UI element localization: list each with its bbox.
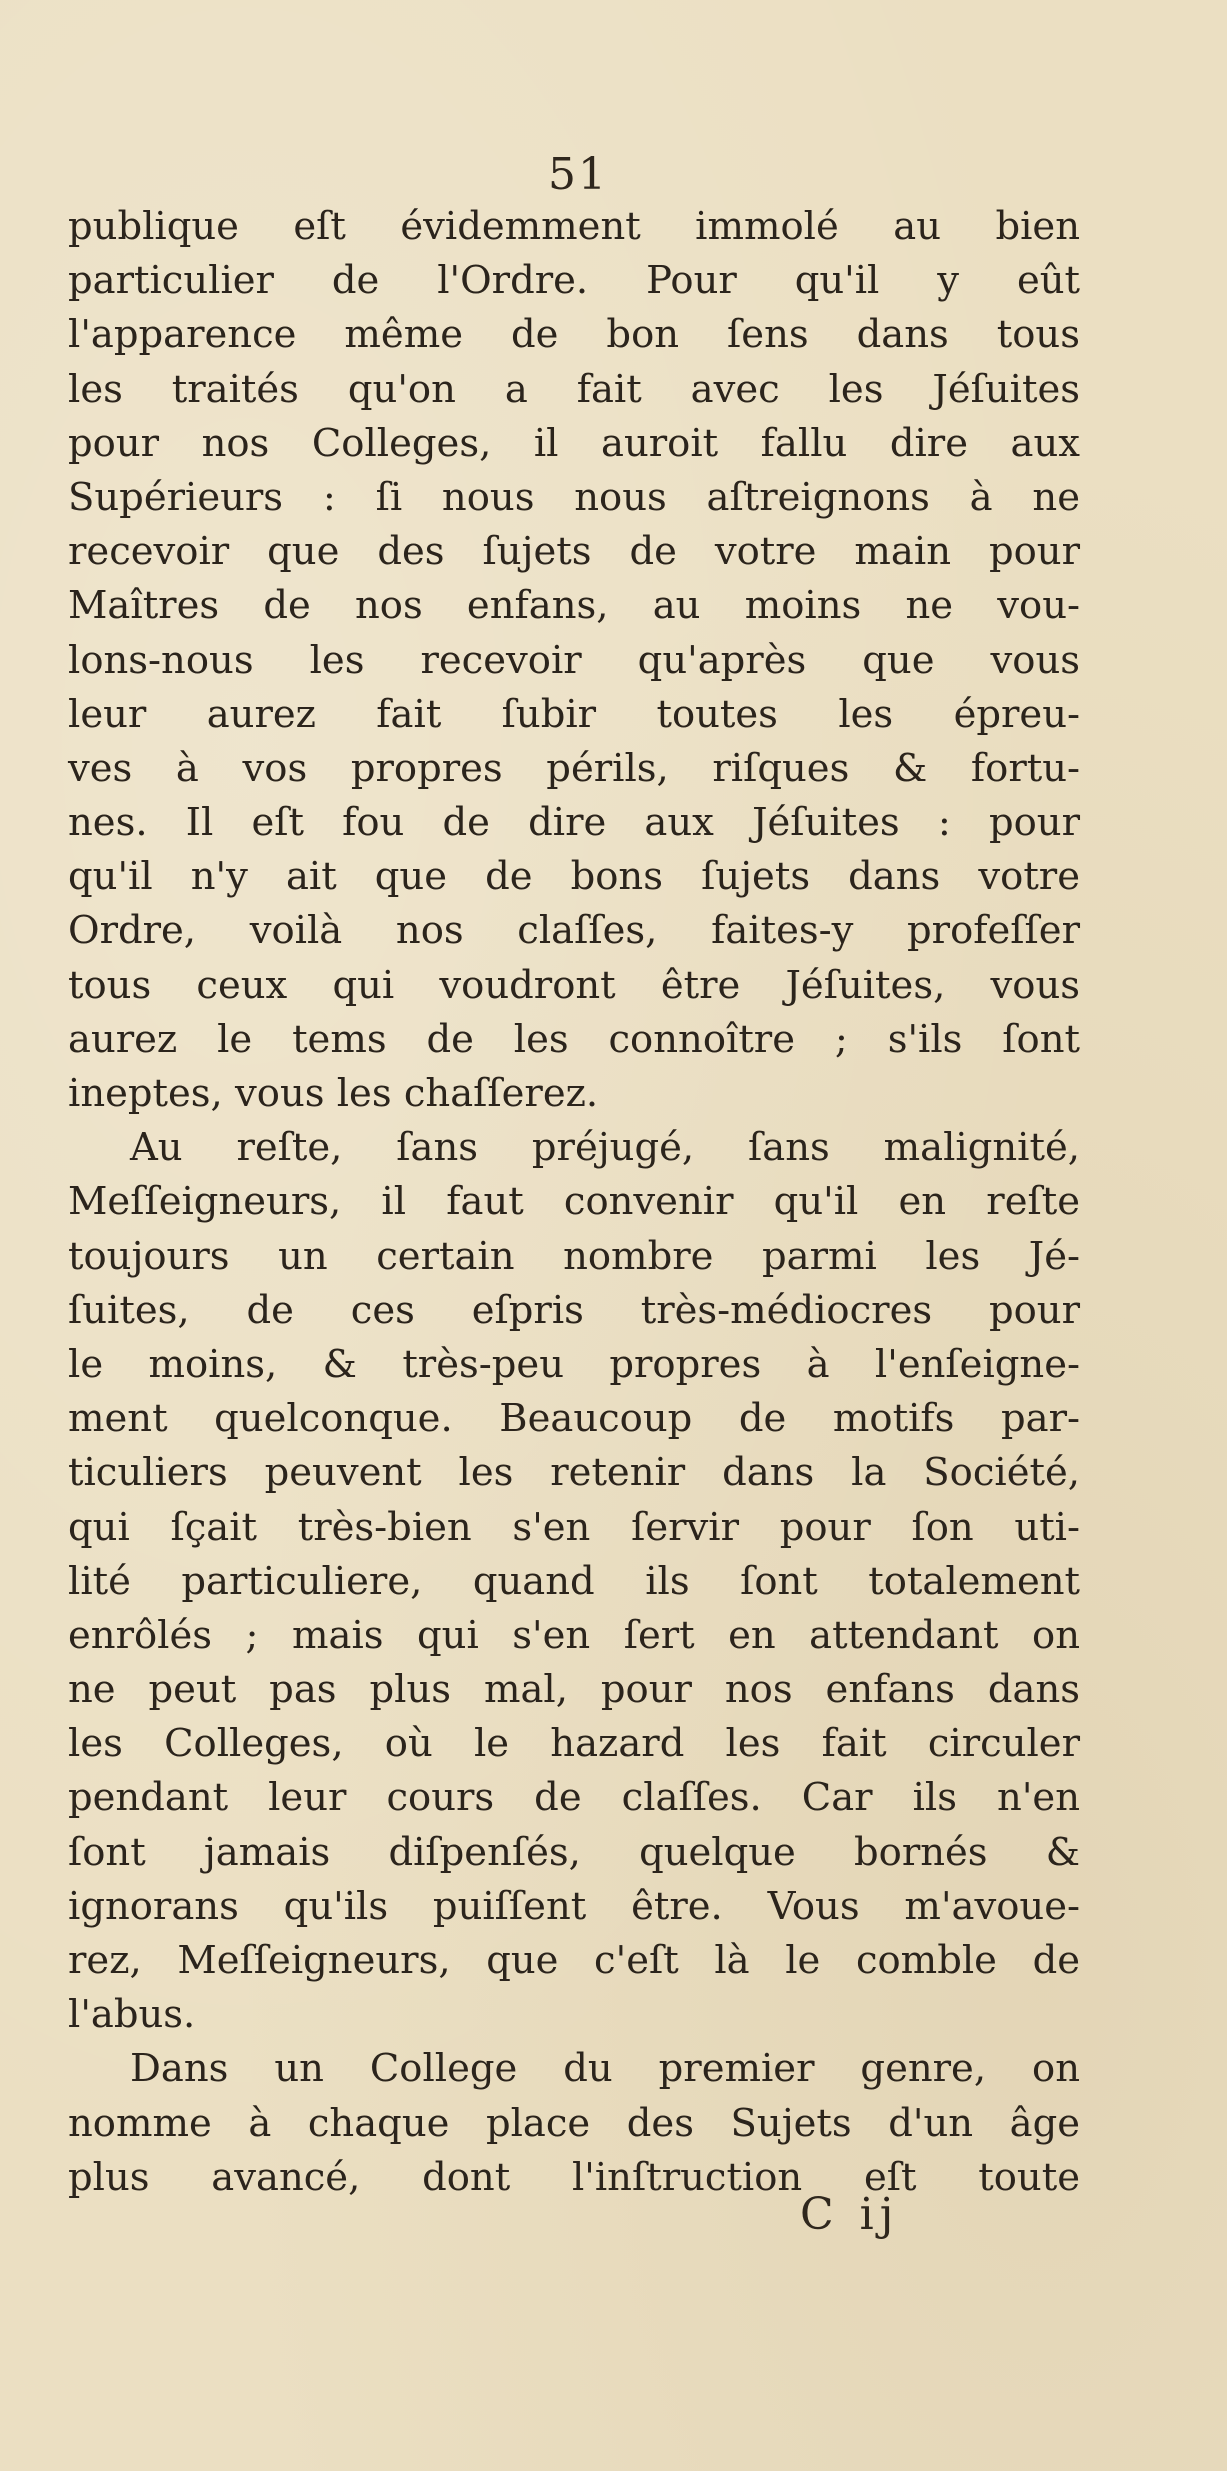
paragraph-end-line: l'abus. [68,1992,196,2038]
signature-mark: C ij [800,2189,900,2240]
text-line: qui ſçait très-bien s'en ſervir pour ſon uti- [68,1504,1080,1550]
text-line: ves à vos propres périls, riſques & fortu- [68,745,1080,791]
text-line: ne peut pas plus mal, pour nos enfans dans [68,1667,1080,1713]
text-line: ment quelconque. Beaucoup de motifs par- [68,1396,1080,1442]
text-line: Meſſeigneurs, il faut convenir qu'il en reſte [68,1179,1080,1225]
text-line: pendant leur cours de claſſes. Car ils n'en [68,1775,1080,1821]
text-line: lons-nous les recevoir qu'après que vous [68,637,1080,683]
text-line: toujours un certain nombre parmi les Jé- [68,1233,1080,1279]
text-line: rez, Meſſeigneurs, que c'eſt là le comble de [68,1938,1080,1983]
body-text [68,200,1080,2205]
paragraph-start-line: Dans un College du premier genre, on [130,2046,1080,2092]
paragraph-end-line: ineptes, vous les chaſſerez. [68,1071,599,1116]
text-line: leur aurez fait ſubir toutes les épreu- [68,691,1080,737]
text-line: ſont jamais diſpenſés, quelque bornés & [68,1829,1080,1875]
text-line: ticuliers peuvent les retenir dans la Société, [68,1450,1080,1496]
text-line: les Colleges, où le hazard les fait circuler [68,1721,1080,1767]
text-line: Maîtres de nos enfans, au moins ne vou- [68,583,1080,629]
text-line: lité particuliere, quand ils ſont totalement [68,1558,1080,1604]
text-line: particulier de l'Ordre. Pour qu'il y eût [68,258,1080,304]
text-line: ſuites, de ces eſpris très-médiocres pour [68,1287,1080,1333]
text-line: l'apparence même de bon ſens dans tous [68,312,1080,358]
text-line: ignorans qu'ils puiſſent être. Vous m'avoue- [68,1883,1080,1929]
page-number: 51 [548,149,608,200]
text-line: tous ceux qui voudront être Jéſuites, vous [68,962,1080,1008]
text-line: enrôlés ; mais qui s'en ſert en attendant on [68,1612,1080,1658]
text-line: nomme à chaque place des Sujets d'un âge [68,2100,1080,2146]
text-line: le moins, & très-peu propres à l'enſeigne- [68,1341,1080,1387]
text-line: plus avancé, dont l'inſtruction eſt toute [68,2154,1080,2200]
text-line: nes. Il eſt fou de dire aux Jéſuites : pour [68,800,1080,846]
text-line: les traités qu'on a fait avec les Jéſuites [68,366,1080,412]
text-line: recevoir que des ſujets de votre main pour [68,529,1080,575]
text-line: Supérieurs : ſi nous nous aſtreignons à ne [68,474,1080,520]
text-line: publique eſt évidemment immolé au bien [68,204,1080,249]
paragraph-start-line: Au reſte, ſans préjugé, ſans malignité, [130,1125,1080,1171]
text-line: aurez le tems de les connoître ; s'ils ſont [68,1016,1080,1062]
text-line: qu'il n'y ait que de bons ſujets dans votre [68,854,1080,900]
text-line: pour nos Colleges, il auroit fallu dire aux [68,420,1080,466]
text-line: Ordre, voilà nos claſſes, faites-y profeſſer [68,908,1080,954]
